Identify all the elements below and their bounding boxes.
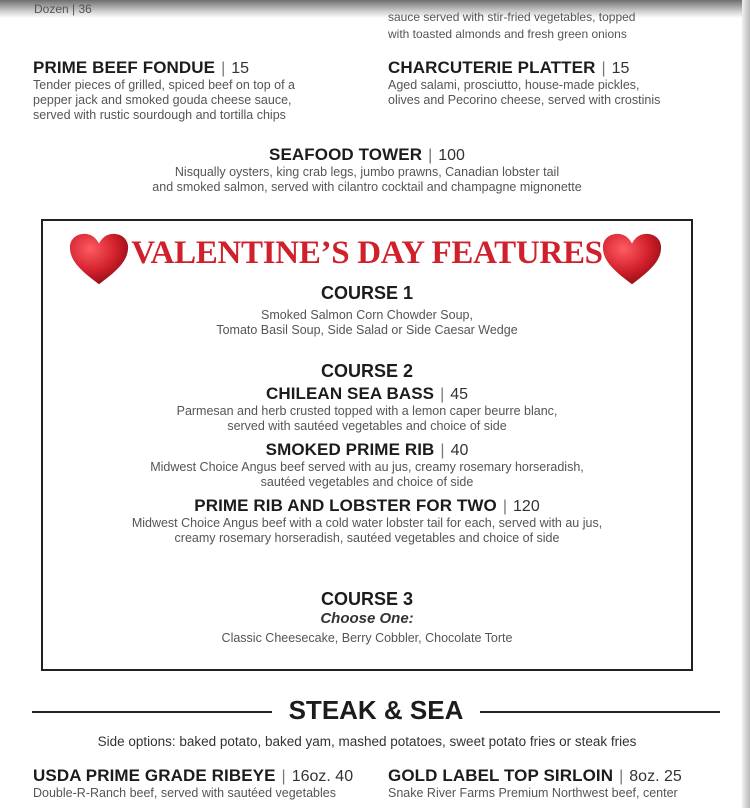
course-desc-line: Classic Cheesecake, Berry Cobbler, Chocolate Torte (221, 631, 513, 645)
side-options: Side options: baked potato, baked yam, mashed potatoes, sweet potato fries or steak fries (97, 734, 637, 749)
price-separator: | (502, 498, 508, 515)
price-separator: | (601, 60, 606, 77)
menu-item-seafood-tower (0, 145, 734, 195)
menu-item-usda-prime-ribeye (33, 766, 378, 801)
menu-item-smoked-prime-rib (43, 440, 691, 490)
price-separator: | (428, 147, 433, 164)
item-desc-line: olives and Pecorino cheese, served with crostinis (388, 93, 661, 107)
cutoff-left-text: Dozen | 36 (34, 2, 92, 16)
valentines-title: VALENTINE’S DAY FEATURES (131, 235, 603, 271)
menu-item-prime-rib-and-lobster (43, 496, 691, 546)
item-desc-line: Nisqually oysters, king crab legs, jumbo prawns, Canadian lobster tail (174, 165, 560, 179)
item-price: 16oz. 40 (291, 768, 354, 785)
item-price: 40 (450, 442, 469, 459)
price-separator: | (281, 768, 286, 785)
item-desc-line: Tender pieces of grilled, spiced beef on top of a (33, 78, 295, 92)
item-desc-line: Aged salami, prosciutto, house-made pickles, (388, 78, 640, 92)
item-desc-line: creamy rosemary horseradish, sautéed vegetables and choice of side (174, 531, 560, 545)
course-label: COURSE 2 (320, 361, 414, 381)
course-label: COURSE 3 (320, 589, 414, 609)
item-price: 8oz. 25 (629, 768, 682, 785)
course-subtitle: Choose One: (320, 610, 414, 627)
item-desc-line: served with sautéed vegetables and choice of side (227, 419, 507, 433)
course-desc-line: Smoked Salmon Corn Chowder Soup, (261, 308, 473, 322)
item-desc-line: pepper jack and smoked gouda cheese sauce, (33, 93, 292, 107)
item-price: 15 (231, 60, 250, 77)
item-name: GOLD LABEL TOP SIRLOIN (388, 766, 614, 785)
menu-item-charcuterie-platter (388, 58, 718, 108)
item-name: PRIME BEEF FONDUE (33, 58, 216, 77)
item-desc-line: and smoked salmon, served with cilantro cocktail and champagne mignonette (152, 180, 582, 194)
item-price: 45 (450, 386, 469, 403)
course-desc-line: Tomato Basil Soup, Side Salad or Side Caesar Wedge (216, 323, 518, 337)
item-name: CHARCUTERIE PLATTER (388, 58, 596, 77)
photo-top-shadow (0, 0, 750, 18)
item-desc-line: sautéed vegetables and choice of side (260, 475, 474, 489)
price-separator: | (619, 768, 624, 785)
menu-item-gold-label-top-sirloin (388, 766, 728, 801)
price-separator: | (221, 60, 226, 77)
steak-sea-heading (32, 695, 720, 727)
item-price: 100 (438, 147, 465, 164)
course-1 (43, 283, 691, 338)
course-3 (43, 589, 691, 646)
valentines-features-box (41, 219, 693, 671)
item-desc-line: Parmesan and herb crusted topped with a lemon caper beurre blanc, (176, 404, 558, 418)
item-desc-line: Snake River Farms Premium Northwest beef, center (388, 786, 678, 800)
item-name: SMOKED PRIME RIB (265, 440, 435, 459)
photo-right-edge (742, 0, 750, 808)
item-name: USDA PRIME GRADE RIBEYE (33, 766, 276, 785)
course-2 (43, 361, 691, 546)
cutoff-right-line2: with toasted almonds and fresh green onions (388, 27, 627, 41)
cutoff-right-line1: sauce served with stir-fried vegetables, topped (388, 10, 636, 24)
item-desc-line: Midwest Choice Angus beef served with au jus, creamy rosemary horseradish, (150, 460, 584, 474)
item-price: 15 (611, 60, 630, 77)
course-label: COURSE 1 (320, 283, 414, 303)
price-separator: | (440, 386, 445, 403)
item-desc-line: Double-R-Ranch beef, served with sautéed vegetables (33, 786, 336, 800)
item-name: PRIME RIB AND LOBSTER FOR TWO (194, 496, 497, 515)
menu-item-chilean-sea-bass (43, 384, 691, 434)
section-title: STEAK & SEA (283, 695, 470, 725)
item-price: 120 (513, 498, 540, 515)
item-desc-line: Midwest Choice Angus beef with a cold water lobster tail for each, served with au jus, (131, 516, 603, 530)
price-separator: | (440, 442, 445, 459)
menu-item-prime-beef-fondue (33, 58, 373, 123)
item-name: SEAFOOD TOWER (269, 145, 423, 164)
item-name: CHILEAN SEA BASS (265, 384, 435, 403)
item-desc-line: served with rustic sourdough and tortilla chips (33, 108, 286, 122)
